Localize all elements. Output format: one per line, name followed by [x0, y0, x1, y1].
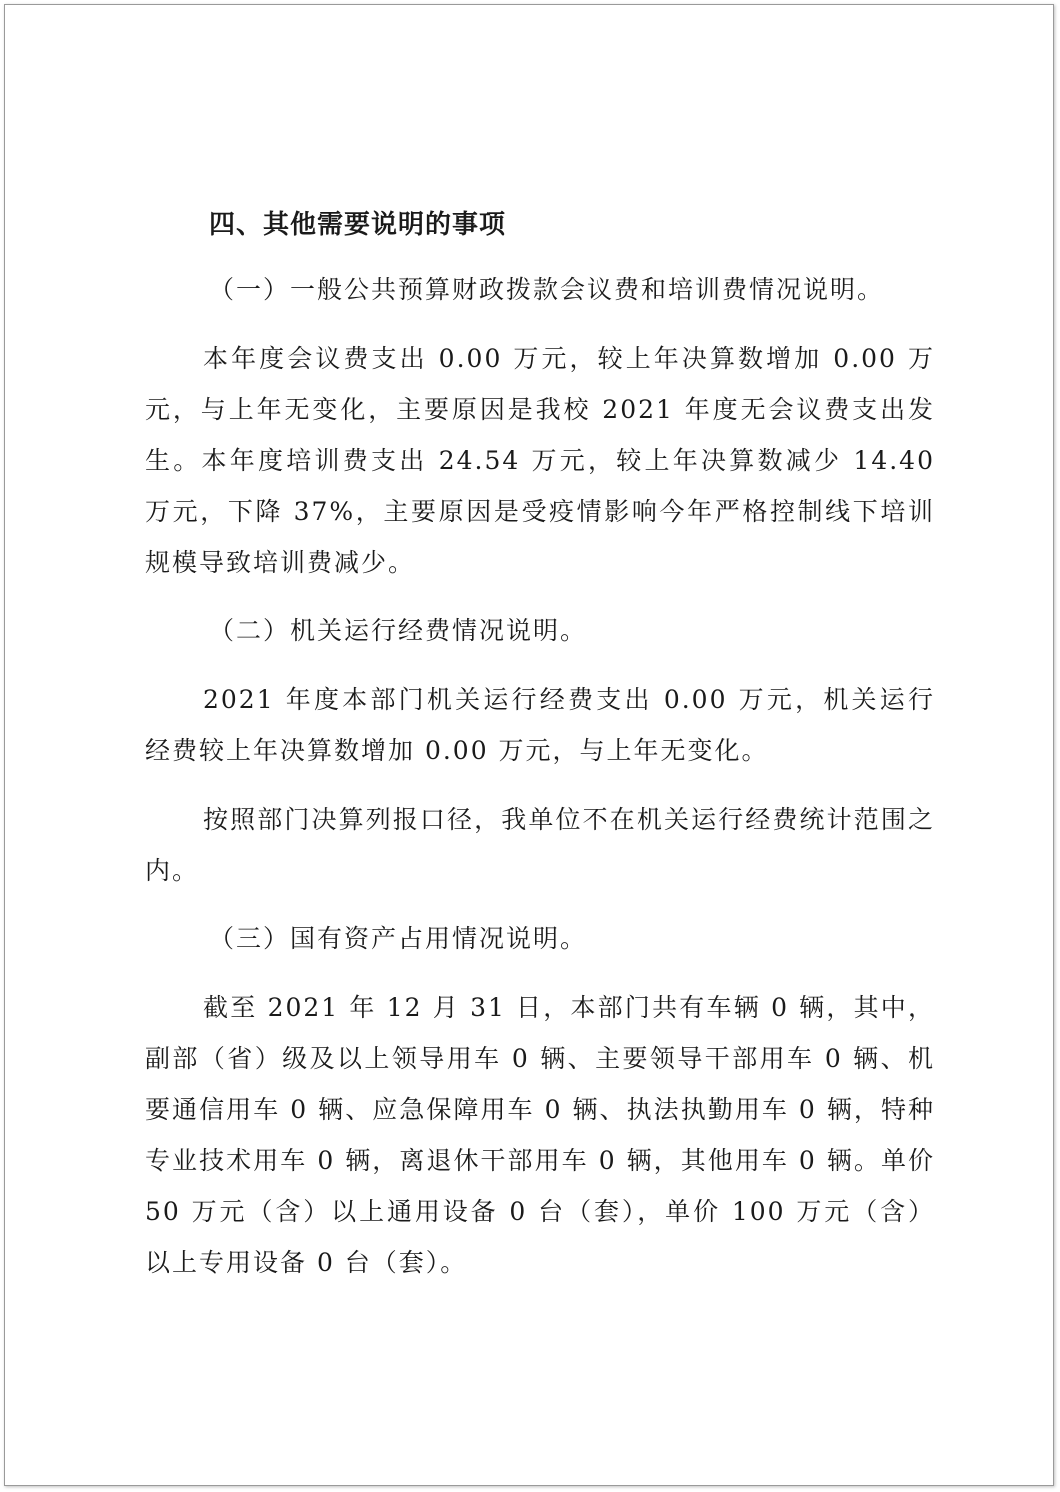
paragraph-state-assets: 截至 2021 年 12 月 31 日，本部门共有车辆 0 辆，其中，副部（省）级及以上领导用车 0 辆、主要领导干部用车 0 辆、机要通信用车 0 辆、应急保障用车 0 辆、执法执勤用车 0 辆，特种专业技术用车 0 辆，离退休干部用车 0 辆，其他用车 0 辆。单价 50 万元（含）以上通用设备 0 台（套），单价 100 万元（含）以上专用设备 0 台（套）。: [145, 993, 935, 1277]
paragraph-statistical-scope: 按照部门决算列报口径，我单位不在机关运行经费统计范围之内。: [145, 805, 935, 885]
paragraph-operating-costs: 2021 年度本部门机关运行经费支出 0.00 万元，机关运行经费较上年决算数增加 0.00 万元，与上年无变化。: [145, 685, 935, 765]
document-page: [4, 4, 1054, 1486]
document-body: [145, 197, 935, 1306]
paragraph-meeting-training: 本年度会议费支出 0.00 万元，较上年决算数增加 0.00 万元，与上年无变化，主要原因是我校 2021 年度无会议费支出发生。本年度培训费支出 24.54 万元，较上年决算数减少 14.40 万元，下降 37%，主要原因是受疫情影响今年严格控制线下培训规模导致培训费减少。: [145, 344, 935, 577]
section-title: 四、其他需要说明的事项: [209, 210, 507, 240]
subsection-title-meeting-training: （一）一般公共预算财政拨款会议费和培训费情况说明。: [209, 275, 885, 304]
subsection-title-state-assets: （三）国有资产占用情况说明。: [209, 924, 588, 953]
subsection-title-operating-costs: （二）机关运行经费情况说明。: [209, 616, 588, 645]
